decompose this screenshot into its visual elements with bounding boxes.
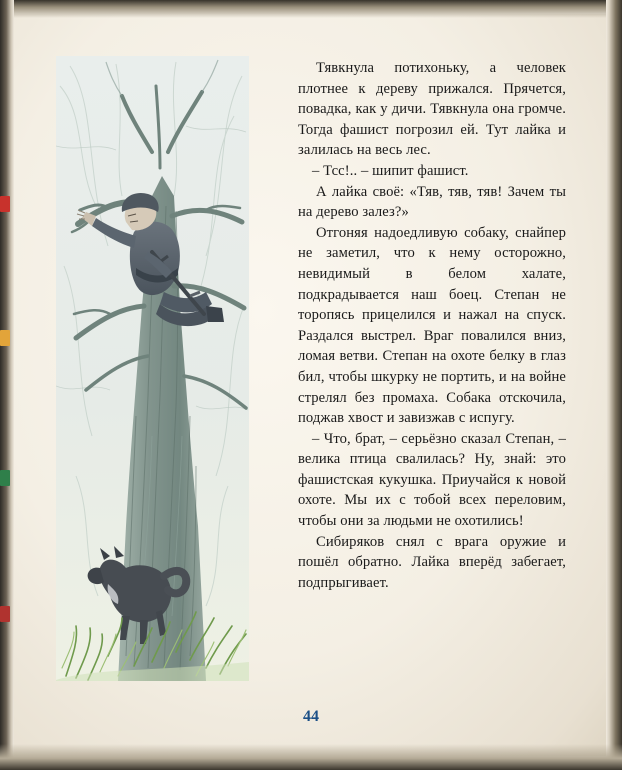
photo-edge-right xyxy=(606,0,622,770)
paragraph-6: Сибиряков снял с врага оружие и пошёл обратно. Лайка вперёд забегает, подпрыгивает. xyxy=(298,533,566,591)
margin-tab-2 xyxy=(0,330,10,346)
paragraph-5: – Что, брат, – серьёзно сказал Степан, – велика птица свалилась? Ну, знай: это фашистская кукушка. Приучайся к новой охоте. Мы их с тобой всех переловим, чтобы они за людьми не охотились! xyxy=(298,430,566,530)
photo-edge-left xyxy=(0,0,14,770)
tree-with-soldier-and-dog-illustration xyxy=(56,56,249,681)
body-text-column xyxy=(298,58,566,593)
photo-edge-top xyxy=(0,0,622,18)
margin-tab-4 xyxy=(0,606,10,622)
paragraph-1: Тявкнула потихоньку, а человек плотнее к дереву прижался. Прячется, повадка, как у дичи. Тявкнула она громче. Тогда фашист погрозил ей. Тут лайка и залилась на весь лес. xyxy=(298,60,566,159)
photo-edge-bottom xyxy=(0,744,622,770)
paragraph-4: Отгоняя надоедливую собаку, снайпер не заметил, что к нему осторожно, невидимый в белом халате, подкрадывается наш боец. Степан не торопясь прицелился и нажал на спуск. Раздался выстрел. Враг повалился вниз, ломая ветви. Степан на охоте белку в глаз бил, чтобы шкурку не портить, и на войне стрелял без промаха. Собака отскочила, поджав хвост и завизжав с испугу. xyxy=(298,224,566,427)
margin-tab-3 xyxy=(0,470,10,486)
paragraph-2: – Тсс!.. – шипит фашист. xyxy=(312,162,469,179)
page-number: 44 xyxy=(303,708,319,725)
margin-tab-1 xyxy=(0,196,10,212)
paragraph-3: А лайка своё: «Тяв, тяв, тяв! Зачем ты на дерево залез?» xyxy=(298,183,566,221)
